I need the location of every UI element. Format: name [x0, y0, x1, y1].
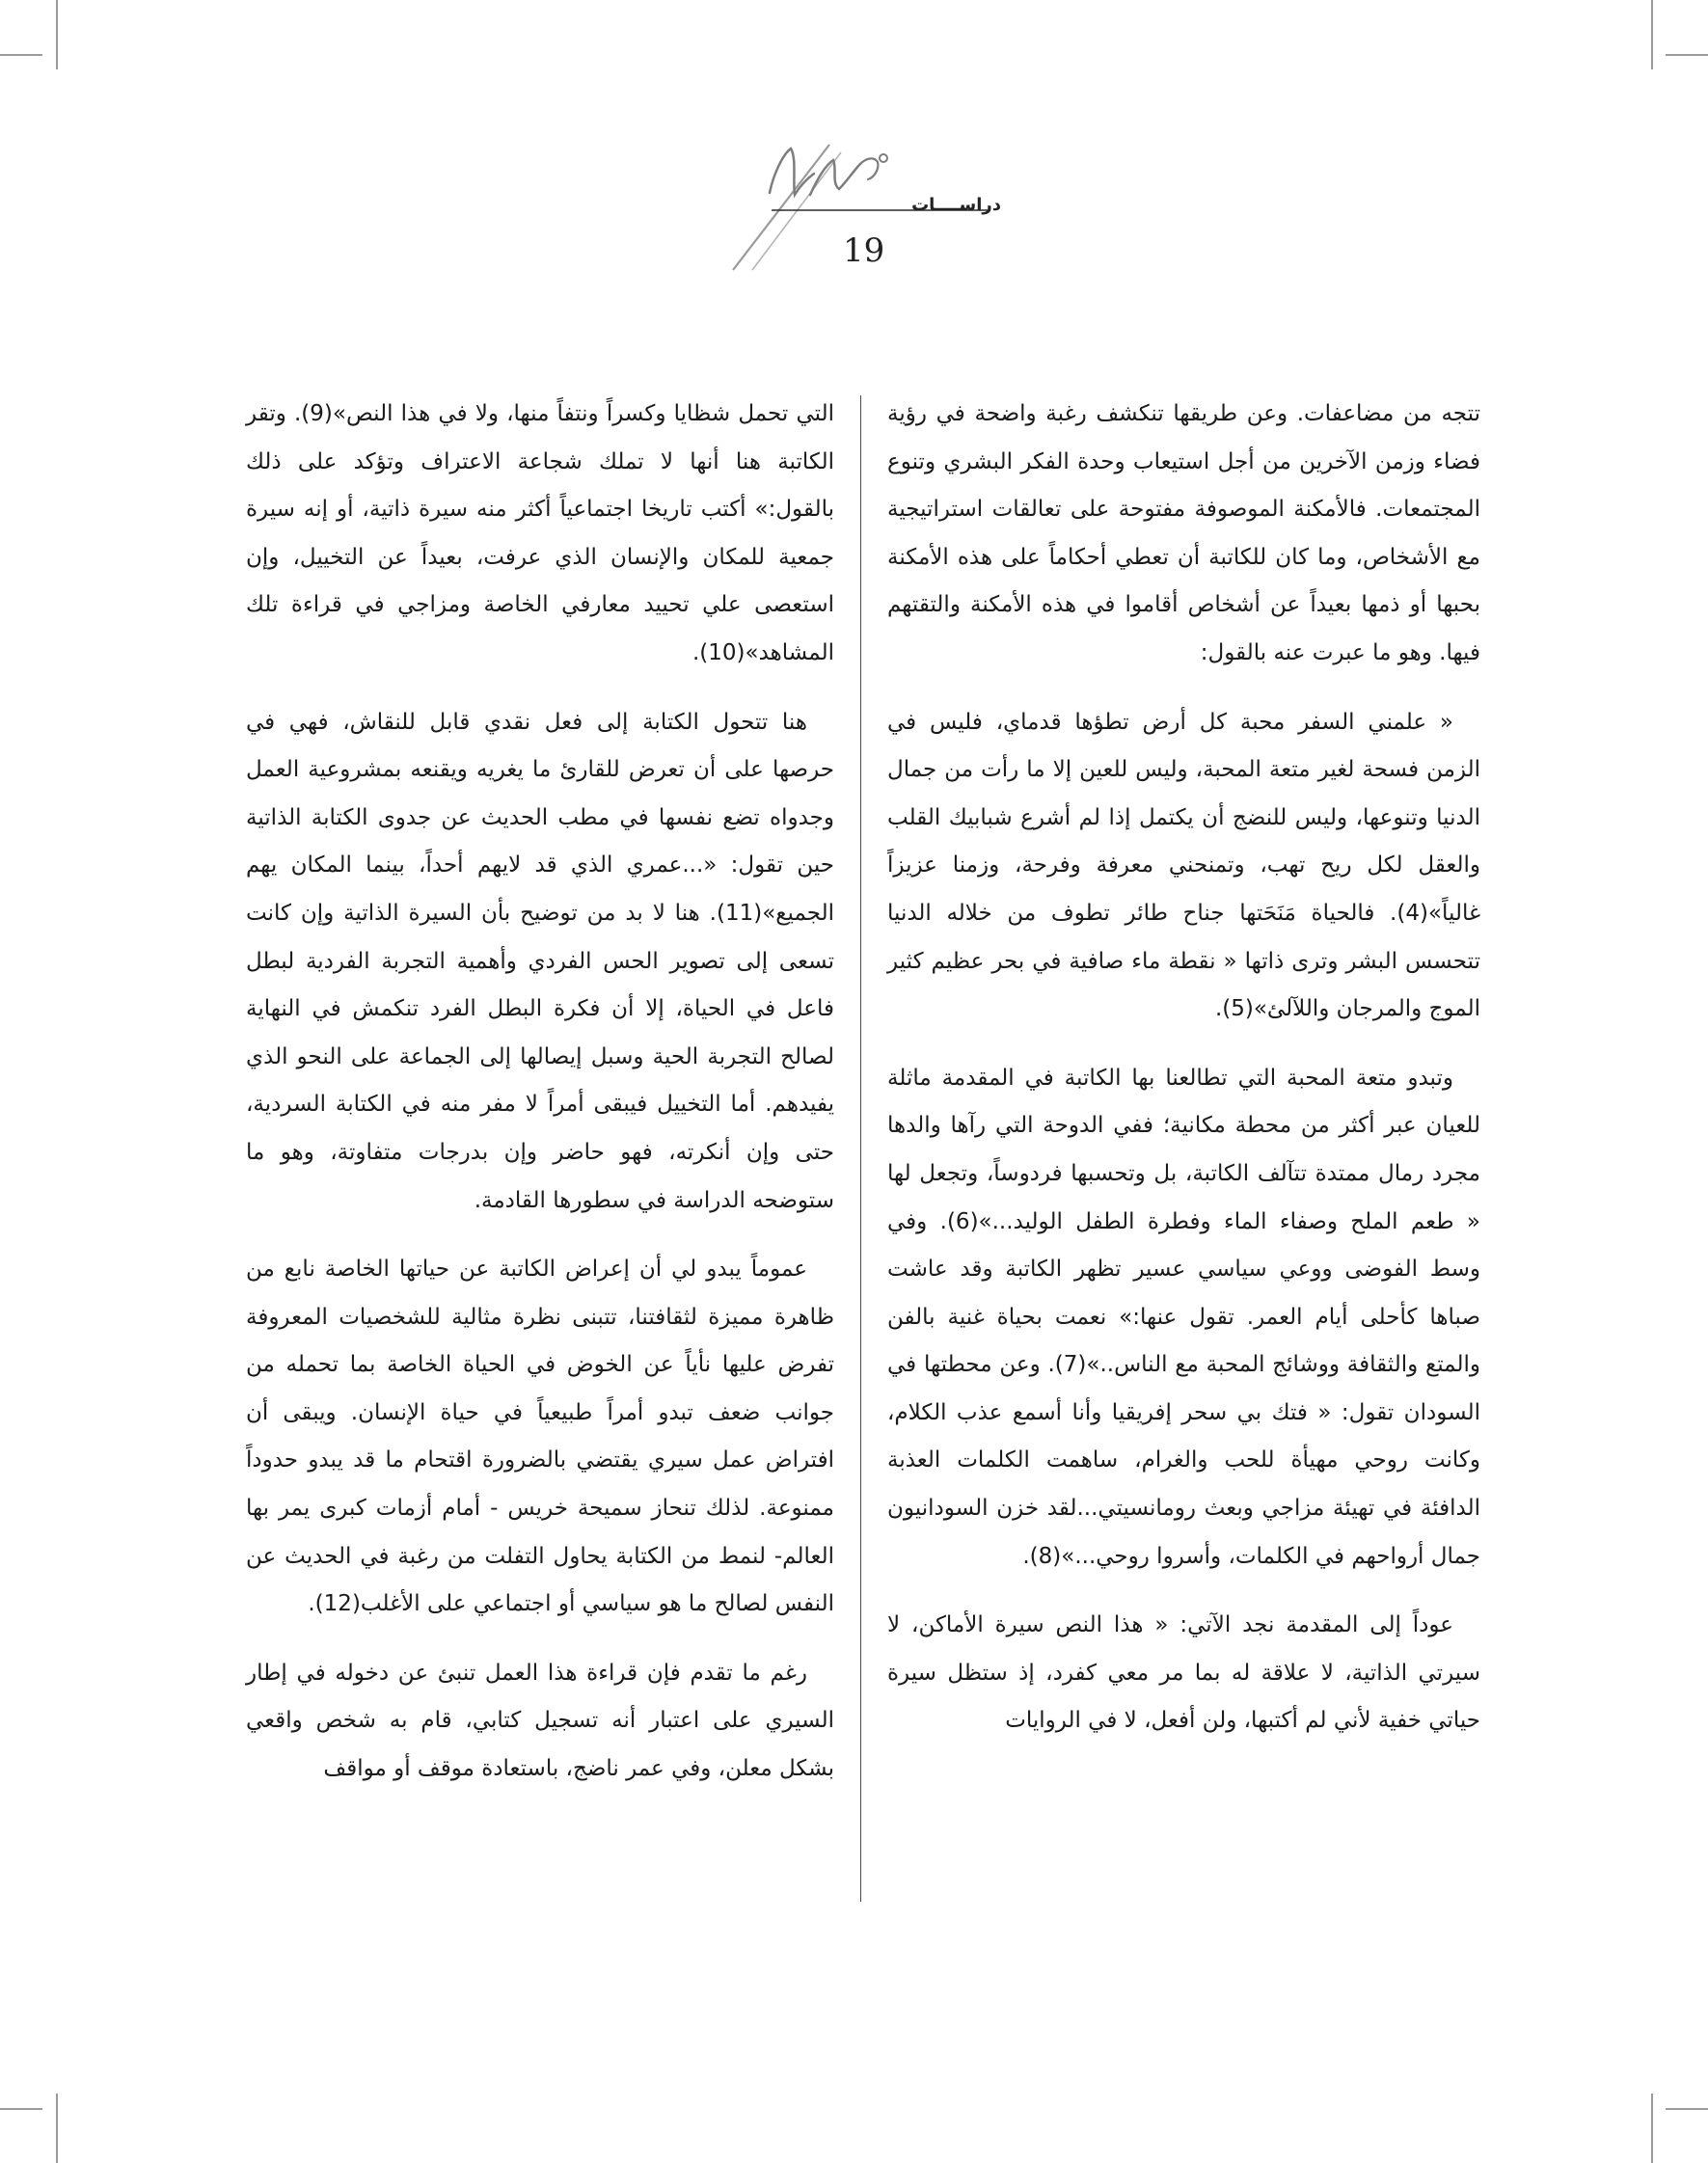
paragraph: وتبدو متعة المحبة التي تطالعنا بها الكاتبة في المقدمة ماثلة للعيان عبر أكثر من محطة مكانية؛ ففي الدوحة التي رآها والدها مجرد رمال ممتدة تتآلف الكاتبة، بل وتحسبها فردوساً، وتجعل لها « طعم الملح وصفاء الماء وفطرة الطفل الوليد...»(6). وفي وسط الفوضى ووعي سياسي عسير تظهر الكاتبة وقد عاشت صباها كأحلى أيام العمر. تقول عنها:» نعمت بحياة غنية بالفن والمتع والثقافة ووشائج المحبة مع الناس..»(7). وعن محطتها في السودان تقول: « فتك بي سحر إفريقيا وأنا أسمع عذب الكلام، وكانت روحي مهيأة للحب والغرام، ساهمت الكلمات العذبة الدافئة في تهيئة مزاجي وبعث رومانسيتي...لقد خزن السودانيون جمال أرواحهم في الكلمات، وأسروا روحي...»(8).: [887, 1065, 1480, 1569]
crop-mark-bottom-left-h: [0, 2108, 42, 2110]
crop-mark-bottom-left: [56, 2094, 58, 2163]
crop-mark-bottom-right-h: [1666, 2108, 1708, 2110]
paragraph: « علمني السفر محبة كل أرض تطؤها قدماي، فليس في الزمن فسحة لغير متعة المحبة، وليس للعين إلا ما رأت من جمال الدنيا وتنوعها، وليس للنضج أن يكتمل إذا لم أشرع شبابيك القلب والعقل لكل ريح تهب، وتمنحني معرفة وفرحة، وزمنا عزيزاً غالياً»(4). فالحياة مَنَحَتها جناح طائر تطوف من خلاله الدنيا تتحسس البشر وترى ذاتها « نقطة ماء صافية في بحر عظيم كثير الموج والمرجان واللآلئ»(5).: [887, 709, 1480, 1022]
crop-mark-top-right: [1651, 0, 1653, 69]
page-number: 19: [843, 231, 885, 270]
right-column: [887, 391, 1480, 1767]
paragraph: عموماً يبدو لي أن إعراض الكاتبة عن حياتها الخاصة نابع من ظاهرة مميزة لثقافتنا، تتبنى نظرة مثالية للشخصيات المعروفة تفرض عليها نأياً عن الخوض في الحياة الخاصة بما تحمله من جوانب ضعف تبدو أمراً طبيعياً في حياة الإنسان. ويبقى أن افتراض عمل سيري يقتضي بالضرورة اقتحام ما قد يبدو حدوداً ممنوعة. لذلك تنحاز سميحة خريس - أمام أزمات كبرى يمر بها العالم- لنمط من الكتابة يحاول التفلت من رغبة في الحديث عن النفس لصالح ما هو سياسي أو اجتماعي على الأغلب(12).: [246, 1257, 834, 1617]
paragraph: تتجه من مضاعفات. وعن طريقها تنكشف رغبة واضحة في رؤية فضاء وزمن الآخرين من أجل استيعاب وحدة الفكر البشري وتنوع المجتمعات. فالأمكنة الموصوفة مفتوحة على تعالقات استراتيجية مع الأشخاص، وما كان للكاتبة أن تعطي أحكاماً على هذه الأمكنة بحبها أو ذمها بعيداً عن أشخاص أقاموا في هذه الأمكنة والتقتهم فيها. وهو ما عبرت عنه بالقول:: [887, 401, 1480, 665]
page-header: [714, 135, 1003, 280]
paragraph: التي تحمل شظايا وكسراً ونتفاً منها، ولا في هذا النص»(9). وتقر الكاتبة هنا أنها لا تملك شجاعة الاعتراف وتؤكد على ذلك بالقول:» أكتب تاريخا اجتماعياً أكثر منه سيرة ذاتية، أو إنه سيرة جمعية للمكان والإنسان الذي عرفت، بعيداً عن التخييل، وإن استعصى علي تحييد معارفي الخاصة ومزاجي في قراءة تلك المشاهد»(10).: [246, 401, 834, 665]
left-column: [246, 391, 834, 1815]
paragraph: رغم ما تقدم فإن قراءة هذا العمل تنبئ عن دخوله في إطار السيري على اعتبار أنه تسجيل كتابي، قام به شخص واقعي بشكل معلن، وفي عمر ناضج، باستعادة موقف أو مواقف: [246, 1660, 834, 1782]
paragraph: عوداً إلى المقدمة نجد الآتي: « هذا النص سيرة الأماكن، لا سيرتي الذاتية، لا علاقة له بما مر معي كفرد، إذ ستظل سيرة حياتي خفية لأني لم أكتبها، ولن أفعل، لا في الروايات: [887, 1612, 1480, 1734]
column-divider: [860, 395, 861, 1902]
crop-mark-bottom-right: [1651, 2094, 1653, 2163]
crop-mark-top-left: [56, 0, 58, 69]
paragraph: هنا تتحول الكتابة إلى فعل نقدي قابل للنقاش، فهي في حرصها على أن تعرض للقارئ ما يغريه ويقنعه بمشروعية العمل وجدواه تضع نفسها في مطب الحديث عن جدوى الكتابة الذاتية حين تقول: «...عمري الذي قد لايهم أحداً، بينما المكان يهم الجميع»(11). هنا لا بد من توضيح بأن السيرة الذاتية وإن كانت تسعى إلى تصوير الحس الفردي وأهمية التجربة الفردية لبطل فاعل في الحياة، إلا أن فكرة البطل الفرد تنكمش في النهاية لصالح التجربة الحية وسبل إيصالها إلى الجماعة على النحو الذي يفيدهم. أما التخييل فيبقى أمراً لا مفر منه في الكتابة السردية، حتى وإن أنكرته، فهو حاضر وإن بدرجات متفاوتة، وهو ما ستوضحه الدراسة في سطورها القادمة.: [246, 709, 834, 1213]
crop-mark-top-right-h: [1666, 54, 1708, 56]
section-label: دراســــات: [911, 195, 1001, 215]
crop-mark-top-left-h: [0, 54, 42, 56]
